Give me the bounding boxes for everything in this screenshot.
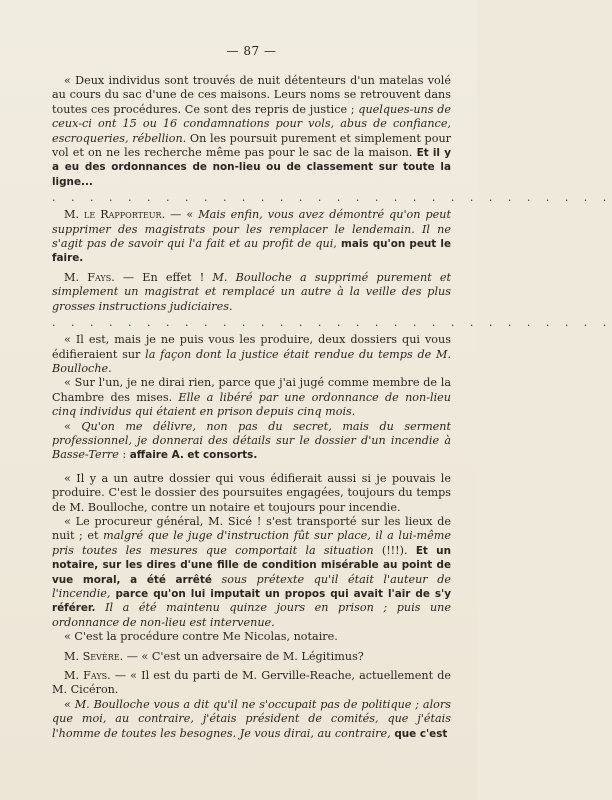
paragraph-severe: M. Sevère. — « C'est un adversaire de M. Légitimus? xyxy=(64,649,364,663)
page-number: — 87 — xyxy=(226,44,277,58)
paragraph-fays-2: M. Fays. — « Il est du parti de M. Gerville-Reache, actuellement de M. Cicéron. xyxy=(52,669,451,697)
page-body xyxy=(52,74,612,741)
paragraph-rapporteur: M. le Rapporteur. — « Mais enfin, vous avez démontré qu'on peut supprimer des magistrats pour les remplacer le lendemain. Il ne s'agit pas de savoir qui l'a fait et au profit de qui, mais qu'on peut le faire. xyxy=(52,208,451,265)
paragraph-fays-1: M. Fays. — En effet ! M. Boulloche a supprimé purement et simplement un magistrat et remplacé un autre à la veille des plus grosses instructions judiciaires. xyxy=(52,270,451,313)
paragraph-incendie: « Qu'on me délivre, non pas du secret, mais du serment professionnel, je donnerai des détails sur le dossier d'un incendie à Basse-Terre : affaire A. et consorts. xyxy=(52,419,451,462)
paragraph-notaire: « Il y a un autre dossier qui vous édifierait aussi si je pouvais le produire. C'est le dossier des poursuites engagées, toujours du temps de M. Boulloche, contre un notaire et toujours pour incendie. xyxy=(52,471,451,514)
ellipsis-divider: . . . . . . . . . . . . . . . . . . . . . . . . . . . . . . xyxy=(52,316,612,330)
paragraph-1: « Deux individus sont trouvés de nuit détenteurs d'un matelas volé au cours du sac d'une de ces maisons. Leurs noms se retrouvent dans toutes ces procédures. Ce sont des repris de justice ; quelques-uns de ceux-ci ont 15 ou 16 condamnations pour vols, abus de confiance, escroqueries, rébellion. On les poursuit purement et simplement pour vol et on ne les recherche même pas pour le sac de la maison. Et il y a eu des ordonnances de non-lieu ou de classement sur toute la ligne... xyxy=(52,74,451,188)
ellipsis-divider: . . . . . . . . . . . . . . . . . . . . . . . . . . . . . . xyxy=(52,191,612,205)
paragraph-procureur: « Le procureur général, M. Sicé ! s'est transporté sur les lieux de nuit ; et malgré que le juge d'instruction fût sur place, il a lui-même pris toutes les mesures que comportait la situation (!!!). Et un notaire, sur les dires d'une fille de condition misérable au point de vue moral, a été arrêté sous prétexte qu'il était l'auteur de l'incendie, parce qu'on lui imputait un propos qui avait l'air de s'y référer. Il a été maintenu quinze jours en prison ; puis une ordonnance de non-lieu est intervenue. xyxy=(52,514,451,629)
paragraph-boulloche: « M. Boulloche vous a dit qu'il ne s'occupait pas de politique ; alors que moi, au contraire, j'étais président de comités, que j'étais l'homme de toutes les besognes. Je vous dirai, au contraire, que c'est xyxy=(52,697,451,740)
paragraph-nicolas: « C'est la procédure contre Me Nicolas, notaire. xyxy=(64,630,338,644)
paragraph-chambre: « Sur l'un, je ne dirai rien, parce que j'ai jugé comme membre de la Chambre des mises. Elle a libéré par une ordonnance de non-lieu cinq individus qui étaient en prison depuis cinq mois. xyxy=(52,376,451,419)
paragraph-dossiers: « Il est, mais je ne puis vous les produire, deux dossiers qui vous édifieraient sur la façon dont la justice était rendue du temps de M. Boulloche. xyxy=(52,333,451,375)
